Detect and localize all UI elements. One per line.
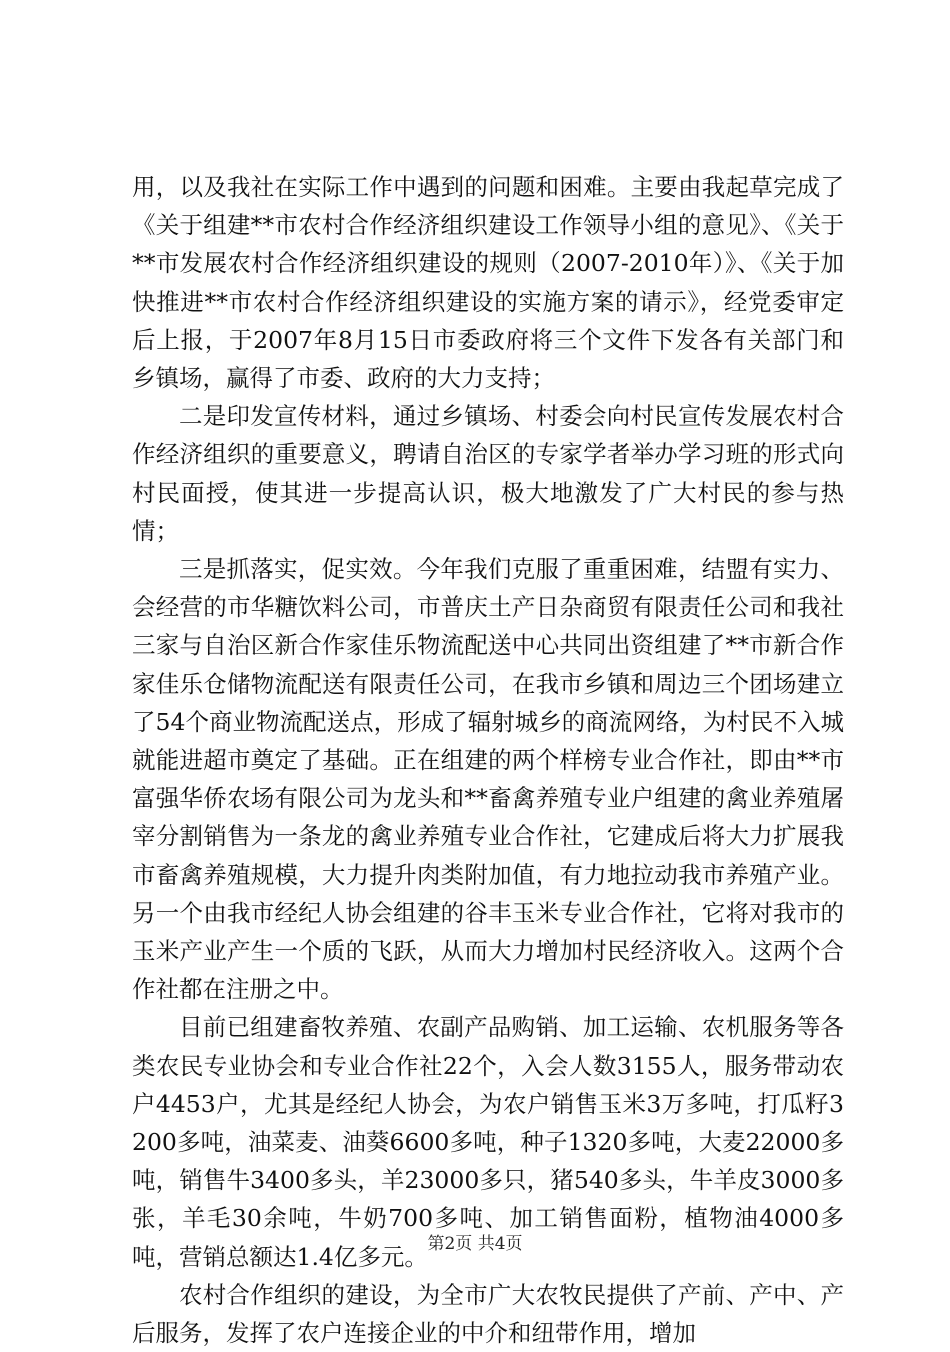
page-number-footer: 第2页 共4页 — [427, 1234, 523, 1254]
paragraph-4: 目前已组建畜牧养殖、农副产品购销、加工运输、农机服务等各类农民专业协会和专业合作社22个，入会人数3155人，服务带动农户4453户，尤其是经纪人协会，为农户销售玉米3万多吨，打瓜籽3200多吨，油菜麦、油葵6600多吨，种子1320多吨，大麦22000多吨，销售牛3400多头，羊23000多只，猪540多头，牛羊皮3000多张，羊毛30余吨，牛奶700多吨、加工销售面粉，植物油4000多吨，营销总额达1.4亿多元。 — [132, 1013, 844, 1271]
document-body — [132, 168, 844, 1352]
paragraph-5: 农村合作组织的建设，为全市广大农牧民提供了产前、产中、产后服务，发挥了农户连接企业的中介和纽带作用，增加 — [132, 1280, 844, 1348]
paragraph-3: 三是抓落实，促实效。今年我们克服了重重困难，结盟有实力、会经营的市华糖饮料公司，市普庆土产日杂商贸有限责任公司和我社三家与自治区新合作家佳乐物流配送中心共同出资组建了**市新合作家佳乐仓储物流配送有限责任公司，在我市乡镇和周边三个团场建立了54个商业物流配送点，形成了辐射城乡的商流网络，为村民不入城就能进超市奠定了基础。正在组建的两个样榜专业合作社，即由**市富强华侨农场有限公司为龙头和**畜禽养殖专业户组建的禽业养殖屠宰分割销售为一条龙的禽业养殖专业合作社，它建成后将大力扩展我市畜禽养殖规模，大力提升肉类附加值，有力地拉动我市养殖产业。另一个由我市经纪人协会组建的谷丰玉米专业合作社，它将对我市的玉米产业产生一个质的飞跃，从而大力增加村民经济收入。这两个合作社都在注册之中。 — [132, 555, 844, 1004]
paragraph-1: 用，以及我社在实际工作中遇到的问题和困难。主要由我起草完成了《关于组建**市农村合作经济组织建设工作领导小组的意见》、《关于**市发展农村合作经济组织建设的规则（2007-2010年）》、《关于加快推进**市农村合作经济组织建设的实施方案的请示》，经党委审定后上报，于2007年8月15日市委政府将三个文件下发各有关部门和乡镇场，赢得了市委、政府的大力支持； — [132, 173, 844, 393]
paragraph-2: 二是印发宣传材料，通过乡镇场、村委会向村民宣传发展农村合作经济组织的重要意义，聘请自治区的专家学者举办学习班的形式向村民面授，使其进一步提高认识，极大地激发了广大村民的参与热情； — [132, 402, 844, 545]
